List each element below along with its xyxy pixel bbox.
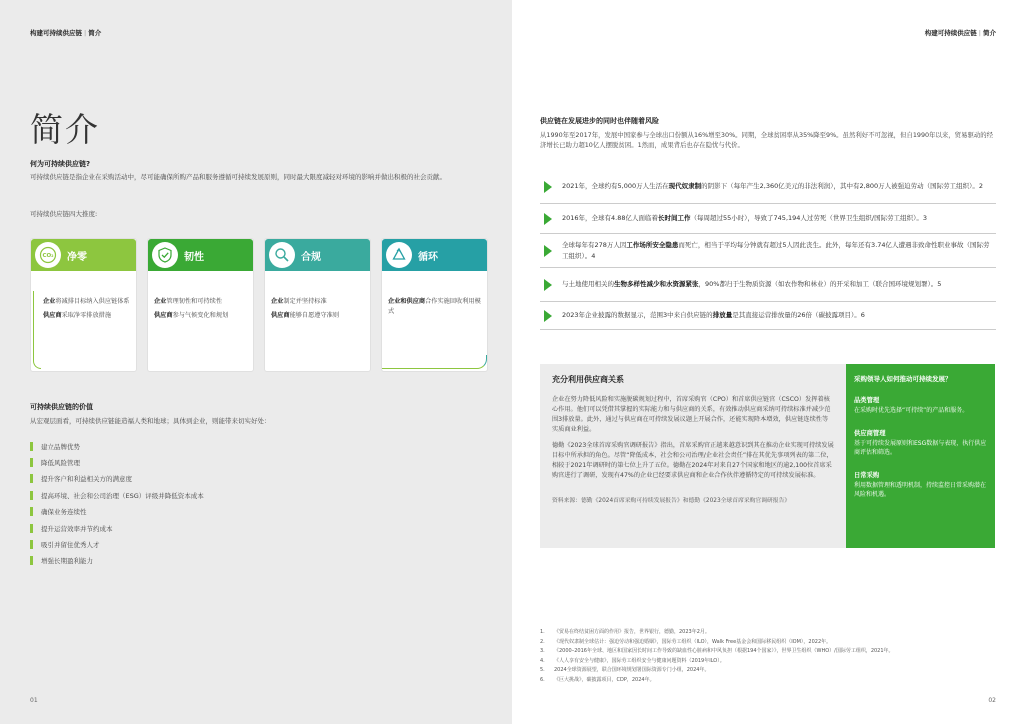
list-item: 提升客户和利益相关方的满意度 xyxy=(30,471,204,487)
footnote: 6. 《巨大挑战》，碳披露项目，CDP，2024年。 xyxy=(540,676,655,683)
why-text: 可持续供应链是指企业在采购活动中，尽可能确保所购产品和服务遵循可持续发展原则，同时最大限度减轻对环境的影响并做出积极的社会贡献。 xyxy=(30,173,446,181)
value-list xyxy=(30,438,204,569)
svg-text:CO₂: CO₂ xyxy=(42,253,54,259)
list-item: 吸引并留住优秀人才 xyxy=(30,536,204,552)
triangle-icon xyxy=(544,181,552,193)
pillar-text: 能够自愿遵守准则 xyxy=(289,312,340,319)
risk-intro: 从1990年至2017年，发展中国家参与全球出口份额从16%增至30%。同期，全球贫困率从35%降至9%。虽然利好不可忽视，但自1990年以来，贸易驱动的经济增长已助力超10亿人摆脱贫困。1然而，成果背后也存在隐忧与代价。 xyxy=(540,131,994,149)
running-section: 简介 xyxy=(88,29,102,37)
stat-item: 2016年，全球有4.88亿人面临着长时间工作（每周超过55小时），导致了745,194人过劳死（世界卫生组织/国际劳工组织）。3 xyxy=(540,204,996,234)
pillar-text: 参与气候变化和规划 xyxy=(172,312,229,319)
value-intro: 从宏观层面看，可持续供应链能造福人类和地球；具体到企业，则能带来切实好处： xyxy=(30,417,271,425)
triangle-icon xyxy=(544,213,552,225)
pillars-intro: 可持续供应链四大推度: xyxy=(30,210,98,218)
footnotes xyxy=(540,628,996,685)
list-item: 建立品牌优势 xyxy=(30,438,204,454)
list-item: 增强长期盈利能力 xyxy=(30,553,204,569)
running-title: 构建可持续供应链 xyxy=(30,29,82,37)
footnote: 4. 《人人享有安全与健康》，国际劳工组织安全与健康问题资料（2019年ILO）。 xyxy=(540,657,725,664)
pillar-actor: 企业 xyxy=(154,298,167,305)
box-source: 资料来源：德勤《2024首席采购可持续发展报告》和德勤《2023全球首席采购官调研报告》 xyxy=(552,498,791,504)
stat-item: 2023年企业披露的数据显示，范围3中来自供应链的排放量是其直接运营排放量的26倍（碳披露项目）。6 xyxy=(540,302,996,330)
footnote: 2. 《现代奴隶制全球估计：强迫劳动和强迫婚姻》，国际劳工组织（ILO），Walk Free基金会和国际移民组织（IOM），2022年。 xyxy=(540,638,832,645)
pillar-actor: 供应商 xyxy=(271,312,290,319)
page-number: 01 xyxy=(30,697,38,704)
running-header: 构建可持续供应链 | 简介 xyxy=(30,29,102,37)
leaders-heading: 采购领导人如何推动可持续发展？ xyxy=(854,375,952,383)
right-page xyxy=(512,0,1024,724)
stat-item: 2021年，全球约有5,000万人生活在现代奴隶制的阴影下（每年产生2,360亿美元的非法利润），其中有2,800万人被强迫劳动（国际劳工组织）。2 xyxy=(540,170,996,204)
pillar-text: 管理韧性和可持续性 xyxy=(166,298,223,305)
list-item: 确保业务连续性 xyxy=(30,504,204,520)
pillar-label: 韧性 xyxy=(184,252,204,263)
leaders-item: 日常采购 利用数据管理和透明机制，持续监控日常采购潜在风险和机遇。 xyxy=(854,471,987,498)
box-heading: 充分利用供应商关系 xyxy=(552,375,624,384)
triangle-icon xyxy=(544,245,552,257)
footnote: 5. 2024全球资源展望，联合国环境规划署国际资源专门小组，2024年。 xyxy=(540,667,710,673)
pillar-text: 合作实施回收利用模式 xyxy=(388,298,481,315)
list-item: 降低风险管理 xyxy=(30,454,204,470)
pillar-actor: 企业 xyxy=(43,298,56,305)
card-bracket xyxy=(33,291,41,369)
pillar-text: 将减排目标纳入供应链体系 xyxy=(55,298,130,305)
value-heading: 可持续供应链的价值 xyxy=(30,403,93,411)
pillar-actor: 供应商 xyxy=(43,312,62,319)
page-title: 简介 xyxy=(30,110,100,149)
pillar-text: 制定并坚持标准 xyxy=(283,298,327,305)
running-title: 构建可持续供应链 xyxy=(924,29,977,37)
triangle-icon xyxy=(544,310,552,322)
pillar-actor: 供应商 xyxy=(154,312,173,319)
pillar-label: 合规 xyxy=(301,252,321,263)
leaders-item: 供应商管理 基于可持续发展原则和ESG数据与表现，执行供应商评估和筛选。 xyxy=(854,429,987,456)
running-section: 简介 xyxy=(983,29,996,37)
stat-item: 全球每年有278万人因工作场所安全隐患而死亡，相当于平均每分钟就有超过5人因此丧生。此外，每年还有3.74亿人遭遇非致命性职业事故（国际劳工组织）。4 xyxy=(540,234,996,268)
risk-heading: 供应链在发展进步的同时也伴随着风险 xyxy=(540,117,659,125)
why-heading: 何为可持续供应链? xyxy=(30,160,91,168)
pillar-card-circularity xyxy=(381,238,488,372)
footnote: 3. 《2000–2016年全球、地区和国家因长时间工作导致的缺血性心脏病和中风负担（根据194个国家）》，世界卫生组织（WHO）/国际劳工组织，2021年。 xyxy=(540,648,894,654)
page-number: 02 xyxy=(988,697,996,704)
pillar-label: 循环 xyxy=(418,252,438,263)
card-bracket xyxy=(382,355,487,369)
shield-check-icon xyxy=(152,242,178,268)
list-item: 提升运营效率并节约成本 xyxy=(30,520,204,536)
pillar-card-net-zero xyxy=(30,238,137,372)
running-header: 构建可持续供应链 | 简介 xyxy=(924,29,996,37)
footnote: 1. 《贸易在终结贫困方面的作用》报告，世界银行，德勤，2023年2月。 xyxy=(540,629,710,635)
leaders-box xyxy=(846,364,995,548)
pillar-actor: 企业 xyxy=(271,298,284,305)
pillar-card-compliance xyxy=(264,238,371,372)
pillar-label: 净零 xyxy=(67,252,87,263)
box-paragraph: 企业在努力降低风险和实施脱碳规划过程中，首席采购官（CPO）和首席供应链官（CSCO）发挥着核心作用。他们可以凭借其掌握的实际能力和与供应商的关系，有效推动供应商采纳可持续标准并减少范围3排放量。此外，通过与供应商在可持续发展议题上开展合作，还能实现降本增效，供应链连续性等实质商业利益。 xyxy=(552,396,831,433)
recycle-icon xyxy=(386,242,412,268)
leaders-item: 品类管理 在采购时优先选择“可持续”的产品和服务。 xyxy=(854,397,969,414)
stat-item: 与土地使用相关的生物多样性减少和水资源紧张，90%都归于生物质资源（如农作物和林业）的开采和加工（联合国环境规划署）。5 xyxy=(540,268,996,302)
pillar-cards xyxy=(30,238,498,374)
stats-list xyxy=(540,170,996,330)
pillar-text: 采取净零排放措施 xyxy=(61,312,112,319)
co2-icon xyxy=(35,242,61,268)
pillar-actor: 企业和供应商 xyxy=(388,298,426,305)
box-paragraph: 德勤《2023全球首席采购官调研报告》指出，首席采购官正越来越意识到其在推动企业实现可持续发展目标中所承担的角色。尽管“降低成本，社会和公司治理/企业社会责任”排在其优先事项列表的第二位，相较于2021年调研时的第七位上升了五位。德勤在2024年对来自27个国家和地区的逾2,100位首席采购官进行了调研，发现有47%的企业已经要求供应商和企业合作伙伴遵循特定的可持续发展标准。 xyxy=(552,442,834,479)
pillar-card-resilience xyxy=(147,238,254,372)
magnifier-icon xyxy=(269,242,295,268)
supplier-box xyxy=(540,364,846,548)
triangle-icon xyxy=(544,279,552,291)
list-item: 提高环境、社会和公司治理（ESG）评级并降低资本成本 xyxy=(30,487,204,503)
